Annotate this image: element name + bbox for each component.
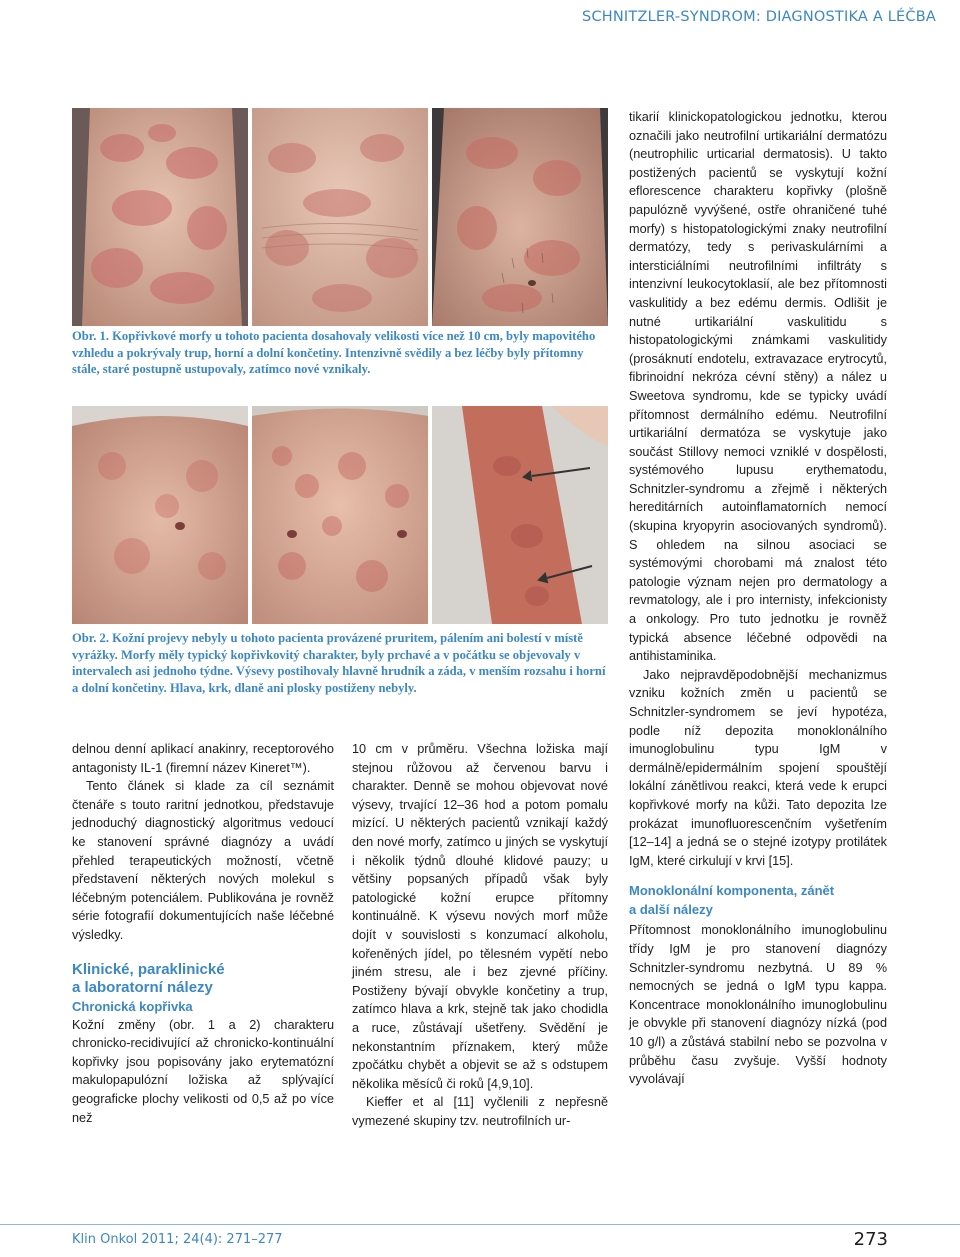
right-column (629, 108, 887, 1089)
figure-2-caption-text: Kožní projevy nebyly u tohoto pacienta provázené pruritem, pálením ani bolestí v místě vyrážky. Morfy měly typický kopřivkovitý charakter, byly prchavé a v počátku se objevovaly v intervalech asi jednoho týdne. Výsevy postihovaly hlavně hrudník a záda, v menším rozsahu i horní a dolní končetiny. Hlava, krk, dlaně ani plosky postiženy nebyly. (72, 631, 606, 695)
figure-2-photo-middle (252, 406, 428, 624)
right-paragraph-2: Jako nejpravděpodobnější mechanizmus vzniku kožních změn u pacientů se Schnitzler-syndromem se jeví hypotéza, podle níž depozita monoklonálního imunoglobulinu typu IgM v dermálně/epidermálním spojení spouštějí lokální zánětlivou reakci, která vede k erupci kopřivkové morfy na kůži. Tato depozita lze prokázat imunofluorescenčním vyšetřením [12–14] a jedná se o stejné izotypy protilátek IgM, které cirkulují v krvi [15]. (629, 667, 887, 868)
middle-column (352, 740, 608, 1130)
figure-2-caption (72, 630, 608, 696)
left-paragraph-1: delnou denní aplikací anakinry, receptorového antagonisty IL-1 (firemní název Kineret™). (72, 742, 334, 775)
right-paragraph-3: Přítomnost monoklonálního imunoglobulinu třídy IgM je pro stanovení diagnózy Schnitzler-syndromu nezbytná. U 89 % nemocných se jedná o IgM typu kappa. Koncentrace monoklonálního imunoglobulinu je obvykle při stanovení diagnózy nízká (pod 10 g/l) a zůstává stabilní nebo se pozvolna v průběhu času zvyšuje. Vyšší hodnoty vyvolávají (629, 923, 887, 1087)
subheading-chronic-urticaria: Chronická kopřivka (72, 998, 193, 1014)
left-column (72, 740, 334, 1127)
section-heading-clinical: Klinické, paraklinické a laboratorní nálezy (72, 960, 225, 997)
figure-1-photo-left (72, 108, 248, 326)
right-paragraph-1: tikarií klinickopatologickou jednotku, kterou označili jako neutrofilní urtikariální dermatózu (neutrophilic urticarial dermatosis). U takto postižených pacientů se vyskytují kožní eflorescence charakteru kopřivky (plošně papulózně vyvýšené, ostře ohraničené tuhé morfy) s histopatologickými znaky neutrofilní dermatózy, tedy s perivaskulárními a intersticiálními neutrofilními infiltráty s intenzivní leukocytoklasií, ale bez přítomnosti vaskulitidy a bez edému dermis. Odlišit je nutné urtikariální vaskulitidu s histopatologickými známkami vaskulitidy (prosáknutí endotelu, extravazace erytrocytů, fibrinoidní nekróza cévní stěny) a nález u Sweetova syndromu, kde se typicky uvádí přítomnost dermálního edému. Neutrofilní urtikariální dermatóza se vyskytuje jako součást Stillovy nemoci vzniklé v dospělosti, systémového lupusu erythematodu, Schnitzler-syndromu a zřejmě i některých hereditárních autoinflamatorních nemocí (skupina kryopyrin asociovaných syndromů). S ohledem na silnou asociaci se systémovými chorobami má znalost této patologie význam nejen pro dermatology a revmatology, ale i pro internisty, infekcionisty a onkology. Pro tuto jednotku je rovněž typická absence léčebné odpovědi na antihistaminika. (629, 110, 887, 664)
figure-1-photo-right (432, 108, 608, 326)
footer-rule (0, 1224, 960, 1225)
figure-1-photos (72, 108, 608, 326)
middle-paragraph-2: Kieffer et al [11] vyčlenili z nepřesně vymezené skupiny tzv. neutrofilních ur- (352, 1095, 608, 1128)
figure-2-photo-left (72, 406, 248, 624)
figure-1-caption-text: Kopřivkové morfy u tohoto pacienta dosahovaly velikosti více než 10 cm, byly mapovitého vzhledu a pokrývaly trup, horní a dolní končetiny. Intenzivně svědily a bez léčby byly přítomny stále, staré postupně ustupovaly, zatímco nové vznikaly. (72, 329, 596, 377)
middle-paragraph-1: 10 cm v průměru. Všechna ložiska mají stejnou růžovou až červenou barvu i charakter. Denně se mohou objevovat nové výsevy, trvající 12–36 hod a potom pomalu mizící. U některých pacientů vznikají každý den nové morfy, zatímco u jiných se vyskytují i několik týdnů dlouhé klidové pauzy; u většiny popsaných případů však byly patologické kožní erupce přítomny kontinuálně. K výsevu nových morf může dojít v souvislosti s konzumací alkoholu, kořeněných jídel, po tělesném vypětí nebo jiném stresu, ale i bez zjevné příčiny. Postiženy bývají obvykle končetiny a trup, zatímco hlava a krk, stejně tak jako chodidla a ruce, zůstávají ušetřeny. Svědění je nekonstantním příznakem, který může zpočátku chybět a objevit se až s odstupem několika měsíců či roků [4,9,10]. (352, 742, 608, 1091)
running-head: SCHNITZLER-SYNDROM: DIAGNOSTIKA A LÉČBA (582, 9, 936, 25)
figure-2-photos (72, 406, 608, 624)
figure-2-photo-right (432, 406, 608, 624)
section-heading-monoclonal: Monoklonální komponenta, zánět a další nálezy (629, 883, 835, 917)
figure-2-label: Obr. 2. (72, 631, 109, 645)
figure-1-label: Obr. 1. (72, 329, 109, 343)
figure-1-photo-middle (252, 108, 428, 326)
footer-citation: Klin Onkol 2011; 24(4): 271–277 (72, 1232, 283, 1247)
page-number: 273 (853, 1229, 888, 1250)
left-paragraph-2: Tento článek si klade za cíl seznámit čtenáře s touto raritní jednotkou, představuje jednoduchý diagnostický algoritmus vedoucí ke stanovení správné diagnózy a uvádí přehled terapeutických možností, včetně představení některých nových molekul s léčebným potenciálem. Publikována je rovněž série fotografií dokumentujících naše léčebné výsledky. (72, 779, 334, 942)
figure-1-caption (72, 328, 608, 378)
left-paragraph-3: Kožní změny (obr. 1 a 2) charakteru chronicko-recidivující až chronicko-kontinuální kopřivky jsou popisovány jako erytematózní makulopapulózní ložiska až splývající geograficke plochy velikosti od 0,5 až po více než (72, 1017, 334, 1125)
